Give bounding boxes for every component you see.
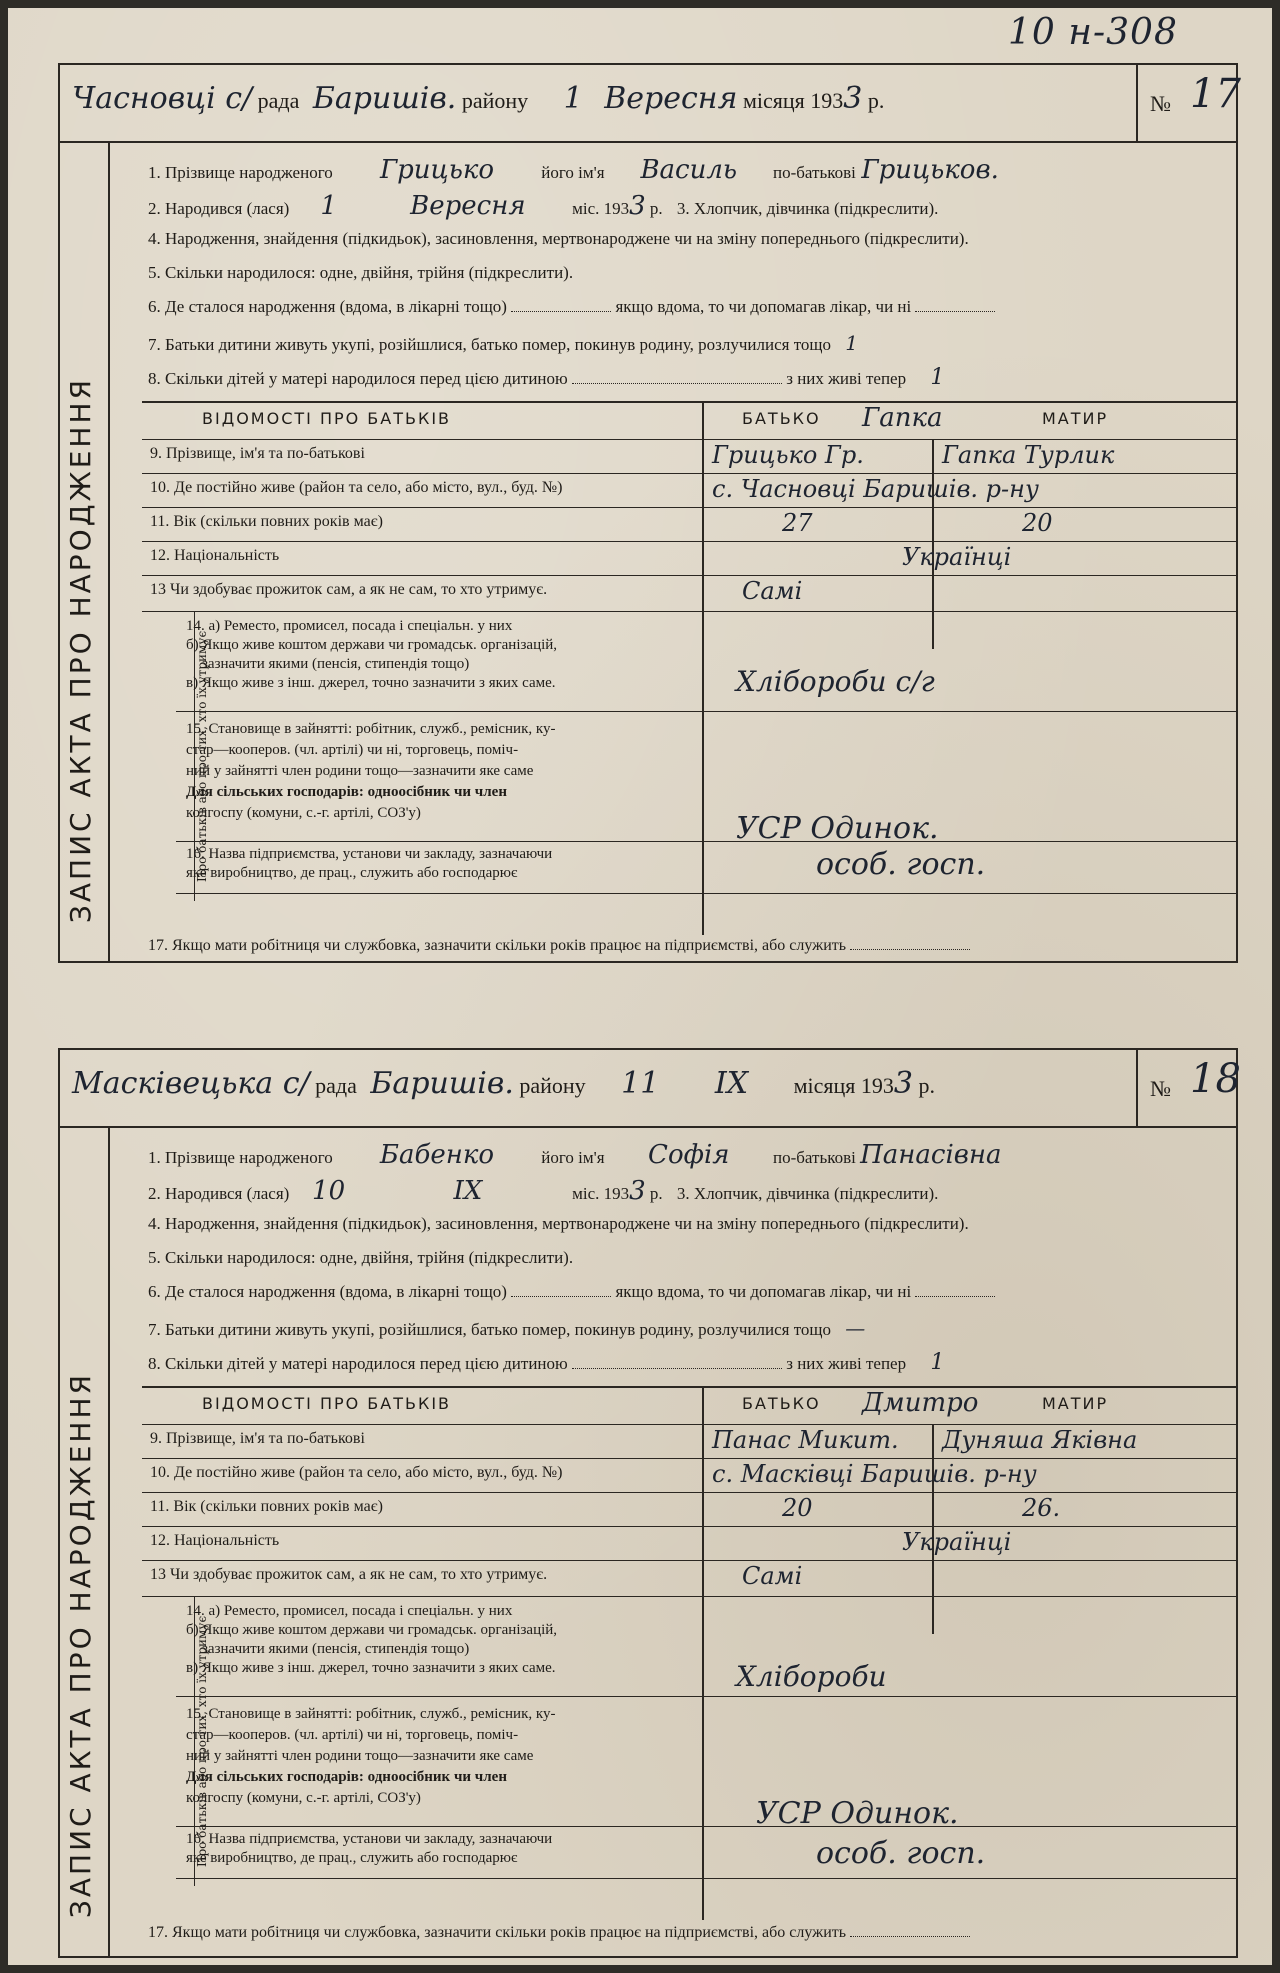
sex-field: 3. Хлопчик, дівчинка (підкреслити). [676,199,939,218]
form-title-vertical: ЗАПИС АКТА ПРО НАРОДЖЕННЯ [64,376,97,923]
year-suffix: р. [918,1073,935,1098]
parents-table [142,1386,1236,1920]
rada-label: рада [257,88,300,113]
mother-column-header: МАТИР [1042,1394,1109,1413]
side-label-parents: Про батьків або про тих, хто їх утримує [194,611,225,901]
birth-day: 1 [320,191,337,221]
child-patronymic: Грицьков. [861,155,999,185]
district-name: Баришів. [370,1066,514,1101]
field-8-value: 1 [930,365,945,390]
field-7-value: 1 [845,331,858,355]
district-label: району [461,88,529,113]
field-4-row: 4. Народження, знайдення (підкидьок), засиновлення, мертвонароджене чи на зміну попереднього (підкреслити). [148,1214,969,1233]
row-16: 16. Назва підприємства, установи чи закладу, зазначаючи яке виробництво, де прац., служить або господарює особ. госп. [176,1826,1236,1879]
row-13: 13 Чи здобуває прожиток сам, а як не сам, то хто утримує. Самі [142,1560,1236,1597]
row-9: 9. Прізвище, ім'я та по-батькові Панас Микит. Дуняша Яківна [142,1424,1236,1459]
rada-label: рада [315,1073,357,1098]
birth-month: Вересня [410,191,526,221]
row-11: 11. Вік (скільки повних років має) 20 26. [142,1492,1236,1527]
workplace-line-1: УСР Одинок. [736,811,939,846]
archive-number-note: 10 н-308 [1008,12,1178,53]
parents-header-row [142,1388,1236,1425]
field-7-value: — [845,1316,866,1340]
year-label: 193 [810,88,844,113]
mother-age: 26. [1022,1494,1061,1522]
child-surname: Бабенко [379,1140,495,1170]
field-5-row: 5. Скільки народилося: одне, двійня, трійня (підкреслити). [148,1248,574,1267]
mother-name: Гапка Турлик [942,441,1115,469]
parents-section-title: ВІДОМОСТІ ПРО БАТЬКІВ [202,1394,452,1413]
birth-month: IX [453,1176,483,1206]
month-label: місяця [793,1073,856,1098]
document-page [8,8,1272,1965]
field-5-row: 5. Скільки народилося: одне, двійня, трійня (підкреслити). [148,263,574,282]
occupation: Хлібороби [736,1660,887,1693]
birth-record-form-1 [58,63,1241,963]
rada-name: Масківецька с/ [72,1066,310,1101]
father-column-header: БАТЬКО [742,409,821,428]
mother-name: Дуняша Яківна [942,1426,1138,1454]
occupation: Хлібороби с/г [736,665,935,698]
field-8-row: 8. Скільки дітей у матері народилося перед цією дитиною з них живі тепер 1 [148,1350,945,1375]
header-overwrite: Гапка [862,403,943,433]
workplace-line-2: особ. госп. [816,847,986,882]
field-8-value: 1 [930,1350,945,1375]
father-age: 27 [782,509,813,537]
field-1-row: 1. Прізвище народженого Бабенко його ім'я Софія по-батькові Панасівна [148,1140,1002,1170]
father-name: Грицько Гр. [712,441,864,469]
birth-year-digit: 3 [629,1176,646,1206]
child-first-name: Василь [640,155,738,185]
row-15: 15. Становище в зайнятті: робітник, служб., ремісник, ку- стар—кооперов. (чл. артілі) чи ні, торговець, поміч- ний у зайнятті член родини тощо—зазначити яке саме Для сільських господарів: одноосібник чи член колгоспу (комуни, с.-г. артілі, СОЗ'у) УСР Одинок. [176,711,1236,842]
number-label: № [1150,91,1171,116]
parents-table [142,401,1236,935]
number-label: № [1150,1076,1171,1101]
record-day: 1 [563,81,583,116]
field-4-row: 4. Народження, знайдення (підкидьок), засиновлення, мертвонароджене чи на зміну попереднього (підкреслити). [148,229,969,248]
form-side-title [58,143,110,963]
row-14: 14. а) Реместо, промисел, посада і спеціальн. у них б) Якщо живе коштом держави чи громадськ. організацій, зазначити якими (пенсія, стипендія тощо) в) Якщо живе з інш. джерел, точно зазначити з яких саме. Хлібороби [176,1596,1236,1697]
field-2-row: 2. Народився (лася) 10 IX міс. 1933 р. 3. Хлопчик, дівчинка (підкреслити). [148,1176,939,1206]
year-suffix: р. [867,88,885,113]
field-7-row: 7. Батьки дитини живуть укупі, розійшлися, батько помер, покинув родину, розлучилися тощо 1 [148,331,858,355]
row-12: 12. Національність Українці [142,541,1236,576]
month-label: місяця [742,88,805,113]
field-17-row: 17. Якщо мати робітниця чи службовка, зазначити скільки років працює на підприємстві, або служить [148,1924,970,1942]
form-header [58,1048,1138,1128]
mother-column-header: МАТИР [1042,409,1109,428]
district-name: Баришів. [312,81,457,116]
field-17-row: 17. Якщо мати робітниця чи службовка, зазначити скільки років працює на підприємстві, або служить [148,937,970,955]
row-15: 15. Становище в зайнятті: робітник, служб., ремісник, ку- стар—кооперов. (чл. артілі) чи ні, торговець, поміч- ний у зайнятті член родини тощо—зазначити яке саме Для сільських господарів: одноосібник чи член колгоспу (комуни, с.-г. артілі, СОЗ'у) УСР Одинок. [176,1696,1236,1827]
form-header [58,63,1138,143]
nationality: Українці [902,543,1012,571]
birth-record-form-2 [58,1048,1241,1958]
nationality: Українці [902,1528,1012,1556]
row-10: 10. Де постійно живе (район та село, або місто, вул., буд. №) с. Часновці Баришів. р-ну [142,473,1236,508]
support: Самі [742,1562,803,1590]
row-14: 14. а) Реместо, промисел, посада і спеціальн. у них б) Якщо живе коштом держави чи громадськ. організацій, зазначити якими (пенсія, стипендія тощо) в) Якщо живе з інш. джерел, точно зазначити з яких саме. Хлібороби с/г [176,611,1236,712]
residence: с. Масківці Баришів. р-ну [712,1460,1037,1488]
father-name: Панас Микит. [712,1426,899,1454]
form-title-vertical: ЗАПИС АКТА ПРО НАРОДЖЕННЯ [64,1371,97,1918]
field-8-row: 8. Скільки дітей у матері народилося перед цією дитиною з них живі тепер 1 [148,365,945,390]
row-16: 16. Назва підприємства, установи чи закладу, зазначаючи яке виробництво, де прац., служить або господарює особ. госп. [176,841,1236,894]
record-number: 18 [1190,1056,1241,1102]
field-6-row: 6. Де сталося народження (вдома, в лікарні тощо) якщо вдома, то чи допомагав лікар, чи ні [148,1282,995,1302]
birth-day: 10 [312,1176,346,1206]
record-month: Вересня [604,81,738,116]
row-10: 10. Де постійно живе (район та село, або місто, вул., буд. №) с. Масківці Баришів. р-ну [142,1458,1236,1493]
district-label: району [519,1073,586,1098]
child-patronymic: Панасівна [860,1140,1002,1170]
parents-section-title: ВІДОМОСТІ ПРО БАТЬКІВ [202,409,452,428]
parents-header-row [142,403,1236,440]
child-surname: Грицько [379,155,495,185]
field-6-row: 6. Де сталося народження (вдома, в лікарні тощо) якщо вдома, то чи допомагав лікар, чи ні [148,297,995,317]
record-year-digit: 3 [893,1066,913,1101]
birth-year-digit: 3 [629,191,646,221]
row-11: 11. Вік (скільки повних років має) 27 20 [142,507,1236,542]
field-1-row: 1. Прізвище народженого Грицько його ім'я Василь по-батькові Грицьков. [148,155,999,185]
father-column-header: БАТЬКО [742,1394,821,1413]
rada-name: Часновці с/ [72,81,253,116]
record-day: 11 [621,1066,660,1101]
row-12: 12. Національність Українці [142,1526,1236,1561]
record-year-digit: 3 [843,81,863,116]
record-number-box [1136,63,1241,143]
year-label: 193 [860,1073,894,1098]
child-first-name: Софія [648,1140,730,1170]
row-9: 9. Прізвище, ім'я та по-батькові Грицько Гр. Гапка Турлик [142,439,1236,474]
form-side-title [58,1128,110,1958]
field-2-row: 2. Народився (лася) 1 Вересня міс. 1933 р. 3. Хлопчик, дівчинка (підкреслити). [148,191,939,221]
workplace-line-2: особ. госп. [816,1836,986,1871]
field-7-row: 7. Батьки дитини живуть укупі, розійшлися, батько помер, покинув родину, розлучилися тощо — [148,1316,866,1340]
support: Самі [742,577,803,605]
sex-field: 3. Хлопчик, дівчинка (підкреслити). [676,1184,939,1203]
mother-age: 20 [1022,509,1053,537]
side-label-parents: Про батьків або про тих, хто їх утримує [194,1596,225,1886]
residence: с. Часновці Баришів. р-ну [712,475,1039,503]
record-month: IX [714,1066,749,1101]
workplace-line-1: УСР Одинок. [756,1796,959,1831]
record-number-box [1136,1048,1241,1128]
father-age: 20 [782,1494,813,1522]
record-number: 17 [1190,71,1241,117]
header-overwrite: Дмитро [862,1388,979,1418]
row-13: 13 Чи здобуває прожиток сам, а як не сам, то хто утримує. Самі [142,575,1236,612]
